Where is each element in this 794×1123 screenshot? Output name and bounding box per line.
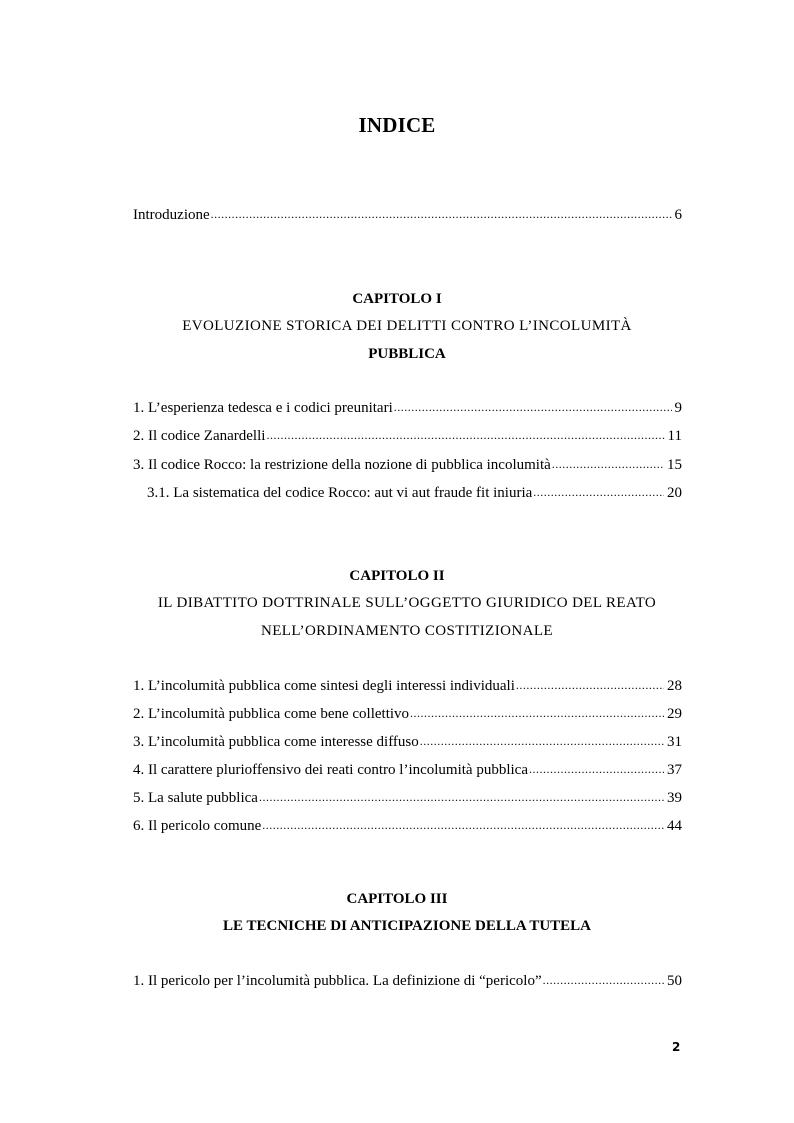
toc-entry-label: 6. Il pericolo comune <box>133 818 262 834</box>
toc-entry-page: 20 <box>667 485 682 501</box>
toc-entry-page: 50 <box>667 973 682 989</box>
chapter-1-title-line-1: EVOLUZIONE STORICA DEI DELITTI CONTRO L’INCOLUMITÀ <box>182 318 632 334</box>
toc-entry-ch1-3[interactable] <box>133 455 682 475</box>
toc-entry-label: Introduzione <box>133 207 210 223</box>
toc-leader-dots <box>516 675 664 695</box>
chapter-2-heading: CAPITOLO II <box>349 568 445 584</box>
toc-entry-label: 1. L’incolumità pubblica come sintesi degli interessi individuali <box>133 678 515 694</box>
toc-entry-ch2-1[interactable] <box>133 676 682 696</box>
toc-entry-ch1-2[interactable] <box>133 426 682 446</box>
toc-leader-dots <box>394 397 672 417</box>
toc-entry-ch2-6[interactable] <box>133 816 682 836</box>
toc-entry-page: 44 <box>667 818 682 834</box>
toc-entry-label: 5. La salute pubblica <box>133 790 258 806</box>
toc-entry-label: 3. Il codice Rocco: la restrizione della nozione di pubblica incolumità <box>133 457 551 473</box>
toc-leader-dots <box>543 970 664 990</box>
toc-leader-dots <box>533 482 664 502</box>
chapter-1-title-line-2: PUBBLICA <box>368 346 446 362</box>
toc-leader-dots <box>262 815 664 835</box>
toc-entry-label: 1. L’esperienza tedesca e i codici preunitari <box>133 400 393 416</box>
toc-entry-label: 2. Il codice Zanardelli <box>133 428 266 444</box>
toc-leader-dots <box>552 454 664 474</box>
toc-entry-page: 11 <box>667 428 682 444</box>
toc-entry-page: 28 <box>667 678 682 694</box>
toc-leader-dots <box>259 787 664 807</box>
toc-entry-label: 2. L’incolumità pubblica come bene collettivo <box>133 706 410 722</box>
chapter-2-title-line-2: NELL’ORDINAMENTO COSTITIZIONALE <box>261 623 553 639</box>
toc-entry-page: 29 <box>667 706 682 722</box>
toc-entry-ch2-2[interactable] <box>133 704 682 724</box>
toc-entry-page: 15 <box>667 457 682 473</box>
toc-entry-label: 3.1. La sistematica del codice Rocco: aut vi aut fraude fit iniuria <box>147 485 533 501</box>
toc-entry-label: 4. Il carattere plurioffensivo dei reati contro l’incolumità pubblica <box>133 762 528 778</box>
toc-entry-page: 6 <box>674 207 682 223</box>
toc-entry-page: 31 <box>667 734 682 750</box>
chapter-1-heading: CAPITOLO I <box>352 291 442 307</box>
toc-leader-dots <box>529 759 664 779</box>
chapter-2-title-line-1: IL DIBATTITO DOTTRINALE SULL’OGGETTO GIURIDICO DEL REATO <box>157 595 657 611</box>
toc-leader-dots <box>211 204 672 224</box>
toc-leader-dots <box>420 731 664 751</box>
toc-entry-label: 1. Il pericolo per l’incolumità pubblica. La definizione di “pericolo” <box>133 973 542 989</box>
toc-entry-ch2-3[interactable] <box>133 732 682 752</box>
toc-entry-ch2-4[interactable] <box>133 760 682 780</box>
toc-entry-page: 39 <box>667 790 682 806</box>
page-title: INDICE <box>358 113 436 137</box>
toc-entry-ch3-1[interactable] <box>133 971 682 991</box>
toc-entry-page: 37 <box>667 762 682 778</box>
toc-leader-dots <box>410 703 664 723</box>
toc-entry-ch1-3-1[interactable] <box>147 483 682 503</box>
toc-entry-page: 9 <box>674 400 682 416</box>
chapter-3-heading: CAPITOLO III <box>346 891 448 907</box>
toc-entry-ch2-5[interactable] <box>133 788 682 808</box>
toc-entry-label: 3. L’incolumità pubblica come interesse diffuso <box>133 734 419 750</box>
toc-entry-ch1-1[interactable] <box>133 398 682 418</box>
toc-leader-dots <box>266 425 664 445</box>
page-number: 2 <box>672 1040 681 1054</box>
toc-entry-introduzione[interactable] <box>133 205 682 225</box>
chapter-3-title-line-1: LE TECNICHE DI ANTICIPAZIONE DELLA TUTELA <box>222 918 592 934</box>
